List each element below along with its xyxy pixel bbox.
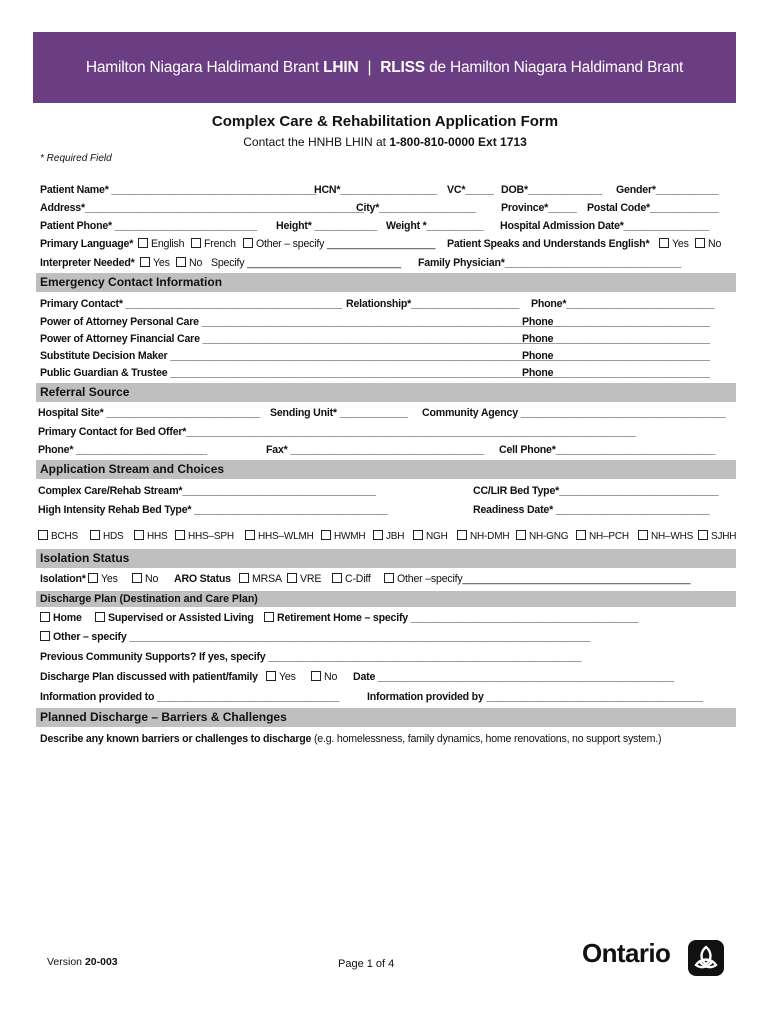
cclir-bed-type-field[interactable]: CC/LIR Bed Type*____________________________ [473,485,719,497]
address-field[interactable]: Address*_________________________________________________ [40,202,364,214]
checkbox-icon [264,612,274,622]
checkbox-icon [384,573,394,583]
checkbox-icon [287,573,297,583]
form-title: Complex Care & Rehabilitation Application Form [211,113,559,130]
choice-jbh[interactable]: JBH [373,530,404,542]
poa-personal-phone[interactable]: Phone ___________________________ [522,316,710,328]
isolation-yes[interactable]: Yes [88,573,118,585]
bed-offer-contact-field[interactable]: Primary Contact for Bed Offer*_______________________________________________________________________________ [38,426,636,438]
height-field[interactable]: Height* ___________ [276,220,378,232]
discharge-assisted-living[interactable]: Supervised or Assisted Living [95,612,254,624]
checkbox-icon [311,671,321,681]
aro-vre[interactable]: VRE [287,573,321,585]
checkbox-icon [239,573,249,583]
checkbox-icon [457,530,467,540]
checkbox-icon [516,530,526,540]
barriers-example: (e.g. homelessness, family dynamics, home renovations, no support system.) [313,733,662,745]
cell-phone-field[interactable]: Cell Phone*____________________________ [499,444,716,456]
isolation-status-header: Isolation Status [36,549,736,568]
required-field-note: * Required Field [40,153,112,164]
contact-prefix: Contact the HNHB LHIN at [243,135,386,149]
checkbox-icon [90,530,100,540]
choice-hhs[interactable]: HHS [134,530,168,542]
language-english-option[interactable]: English [138,238,184,250]
patient-name-field[interactable]: Patient Name* ____________________________________ [40,184,317,196]
plan-discussed-no[interactable]: No [311,671,337,683]
emergency-contact-header: Emergency Contact Information [36,273,736,292]
isolation-no[interactable]: No [132,573,158,585]
admission-date-field[interactable]: Hospital Admission Date*_______________ [500,220,710,232]
contact-phone: 1-800-810-0000 Ext 1713 [389,135,527,149]
interpreter-no[interactable]: No [176,257,202,269]
weight-field[interactable]: Weight *__________ [386,220,484,232]
checkbox-icon [659,238,669,248]
hospital-site-field[interactable]: Hospital Site* ___________________________ [38,407,260,419]
sending-unit-field[interactable]: Sending Unit* ____________ [270,407,408,419]
aro-cdiff[interactable]: C-Diff [332,573,371,585]
banner-separator: | [367,58,372,76]
version-label: Version 20-003 [47,956,118,968]
checkbox-icon [638,530,648,540]
poa-financial-field[interactable]: Power of Attorney Financial Care ______________________________________________________________ [40,333,556,345]
checkbox-icon [138,238,148,248]
discharge-retirement-home[interactable]: Retirement Home – specify ________________________________________ [264,612,638,624]
ontario-trillium-icon [688,940,724,976]
hcn-field[interactable]: HCN*_________________ [314,184,438,196]
poa-personal-field[interactable]: Power of Attorney Personal Care _______________________________________________________________ [40,316,561,328]
checkbox-icon [266,671,276,681]
checkbox-icon [88,573,98,583]
checkbox-icon [134,530,144,540]
choice-bchs[interactable]: BCHS [38,530,78,542]
barriers-prompt [40,733,734,745]
choice-nh-pch[interactable]: NH–PCH [576,530,629,542]
plan-discussed-label: Discharge Plan discussed with patient/family [40,671,258,683]
relationship-field[interactable]: Relationship*___________________ [346,298,520,310]
plan-discussed-yes[interactable]: Yes [266,671,296,683]
referral-phone-field[interactable]: Phone* _______________________ [38,444,207,456]
sdm-phone[interactable]: Phone ___________________________ [522,350,710,362]
public-guardian-phone[interactable]: Phone ___________________________ [522,367,710,379]
primary-contact-field[interactable]: Primary Contact* ______________________________________ [40,298,342,310]
city-field[interactable]: City*_________________ [356,202,476,214]
speaks-english-label: Patient Speaks and Understands English* [447,238,650,250]
discharge-home[interactable]: Home [40,612,82,624]
checkbox-icon [245,530,255,540]
interpreter-specify-field[interactable]: Specify ___________________________ [211,257,401,269]
barriers-prompt-label: Describe any known barriers or challenges to discharge [40,733,312,745]
choice-ngh[interactable]: NGH [413,530,448,542]
barriers-header: Planned Discharge – Barriers & Challenges [36,708,736,727]
referral-source-header: Referral Source [36,383,736,402]
aro-mrsa[interactable]: MRSA [239,573,282,585]
discharge-other[interactable]: Other – specify _________________________________________________________________________________ [40,631,590,643]
checkbox-icon [175,530,185,540]
dob-field[interactable]: DOB*_____________ [501,184,602,196]
checkbox-icon [40,631,50,641]
sdm-field[interactable]: Substitute Decision Maker ____________________________________________________________________ [40,350,558,362]
community-agency-field[interactable]: Community Agency ____________________________________ [422,407,726,419]
checkbox-icon [40,612,50,622]
vc-field[interactable]: VC*_____ [447,184,494,196]
checkbox-icon [243,238,253,248]
choice-sjhh[interactable]: SJHH [698,530,736,542]
primary-language-label: Primary Language* [40,238,134,250]
choice-nh-whs[interactable]: NH–WHS [638,530,693,542]
language-french-option[interactable]: French [191,238,236,250]
choice-hds[interactable]: HDS [90,530,124,542]
readiness-date-field[interactable]: Readiness Date* ___________________________ [473,504,710,516]
contact-line [0,135,770,149]
application-stream-header: Application Stream and Choices [36,460,736,479]
checkbox-icon [321,530,331,540]
discussed-date-field[interactable]: Date ____________________________________________________ [353,671,674,683]
banner-rliss: RLISS [380,58,425,76]
aro-other[interactable]: Other –specify________________________________________ [384,573,690,585]
gender-field[interactable]: Gender*___________ [616,184,719,196]
info-provided-by-field[interactable]: Information provided by ______________________________________ [367,691,703,703]
checkbox-icon [698,530,708,540]
cc-rehab-stream-field[interactable]: Complex Care/Rehab Stream*__________________________________ [38,485,376,497]
choice-nh-gng[interactable]: NH-GNG [516,530,568,542]
public-guardian-field[interactable]: Public Guardian & Trustee ____________________________________________________________________ [40,367,558,379]
ontario-wordmark: Ontario [582,938,671,968]
banner-lhin: LHIN [323,58,359,76]
choice-nh-dmh[interactable]: NH-DMH [457,530,509,542]
referral-fax-field[interactable]: Fax* __________________________________ [266,444,484,456]
discharge-plan-header: Discharge Plan (Destination and Care Plan) [36,591,736,607]
choice-hhs-sph[interactable]: HHS–SPH [175,530,234,542]
checkbox-icon [132,573,142,583]
choice-hwmh[interactable]: HWMH [321,530,365,542]
province-field[interactable]: Province*_____ [501,202,577,214]
lhin-banner [33,32,736,103]
checkbox-icon [140,257,150,267]
primary-contact-phone[interactable]: Phone*__________________________ [531,298,715,310]
info-provided-to-field[interactable]: Information provided to ________________________________ [40,691,340,703]
patient-phone-field[interactable]: Patient Phone* _________________________ [40,220,257,232]
checkbox-icon [38,530,48,540]
checkbox-icon [695,238,705,248]
banner-org-fr: de Hamilton Niagara Haldimand Brant [429,58,684,76]
poa-financial-phone[interactable]: Phone ___________________________ [522,333,710,345]
checkbox-icon [413,530,423,540]
speaks-english-yes[interactable]: Yes [659,238,689,250]
checkbox-icon [373,530,383,540]
checkbox-icon [191,238,201,248]
hi-rehab-bed-type-field[interactable]: High Intensity Rehab Bed Type* __________________________________ [38,504,388,516]
aro-status-label: ARO Status [174,573,231,585]
checkbox-icon [576,530,586,540]
checkbox-icon [95,612,105,622]
choice-hhs-wlmh[interactable]: HHS–WLMH [245,530,314,542]
postal-code-field[interactable]: Postal Code*____________ [587,202,719,214]
language-other-option[interactable]: Other – specify ___________________ [243,238,435,250]
banner-org: Hamilton Niagara Haldimand Brant [85,58,319,76]
interpreter-yes[interactable]: Yes [140,257,170,269]
checkbox-icon [176,257,186,267]
interpreter-label: Interpreter Needed* [40,257,135,269]
previous-supports-field[interactable]: Previous Community Supports? If yes, specify _______________________________________________________ [40,651,582,663]
family-physician-field[interactable]: Family Physician*_______________________________ [418,257,682,269]
page-number: Page 1 of 4 [338,958,395,970]
isolation-label: Isolation* [40,573,86,585]
checkbox-icon [332,573,342,583]
speaks-english-no[interactable]: No [695,238,721,250]
